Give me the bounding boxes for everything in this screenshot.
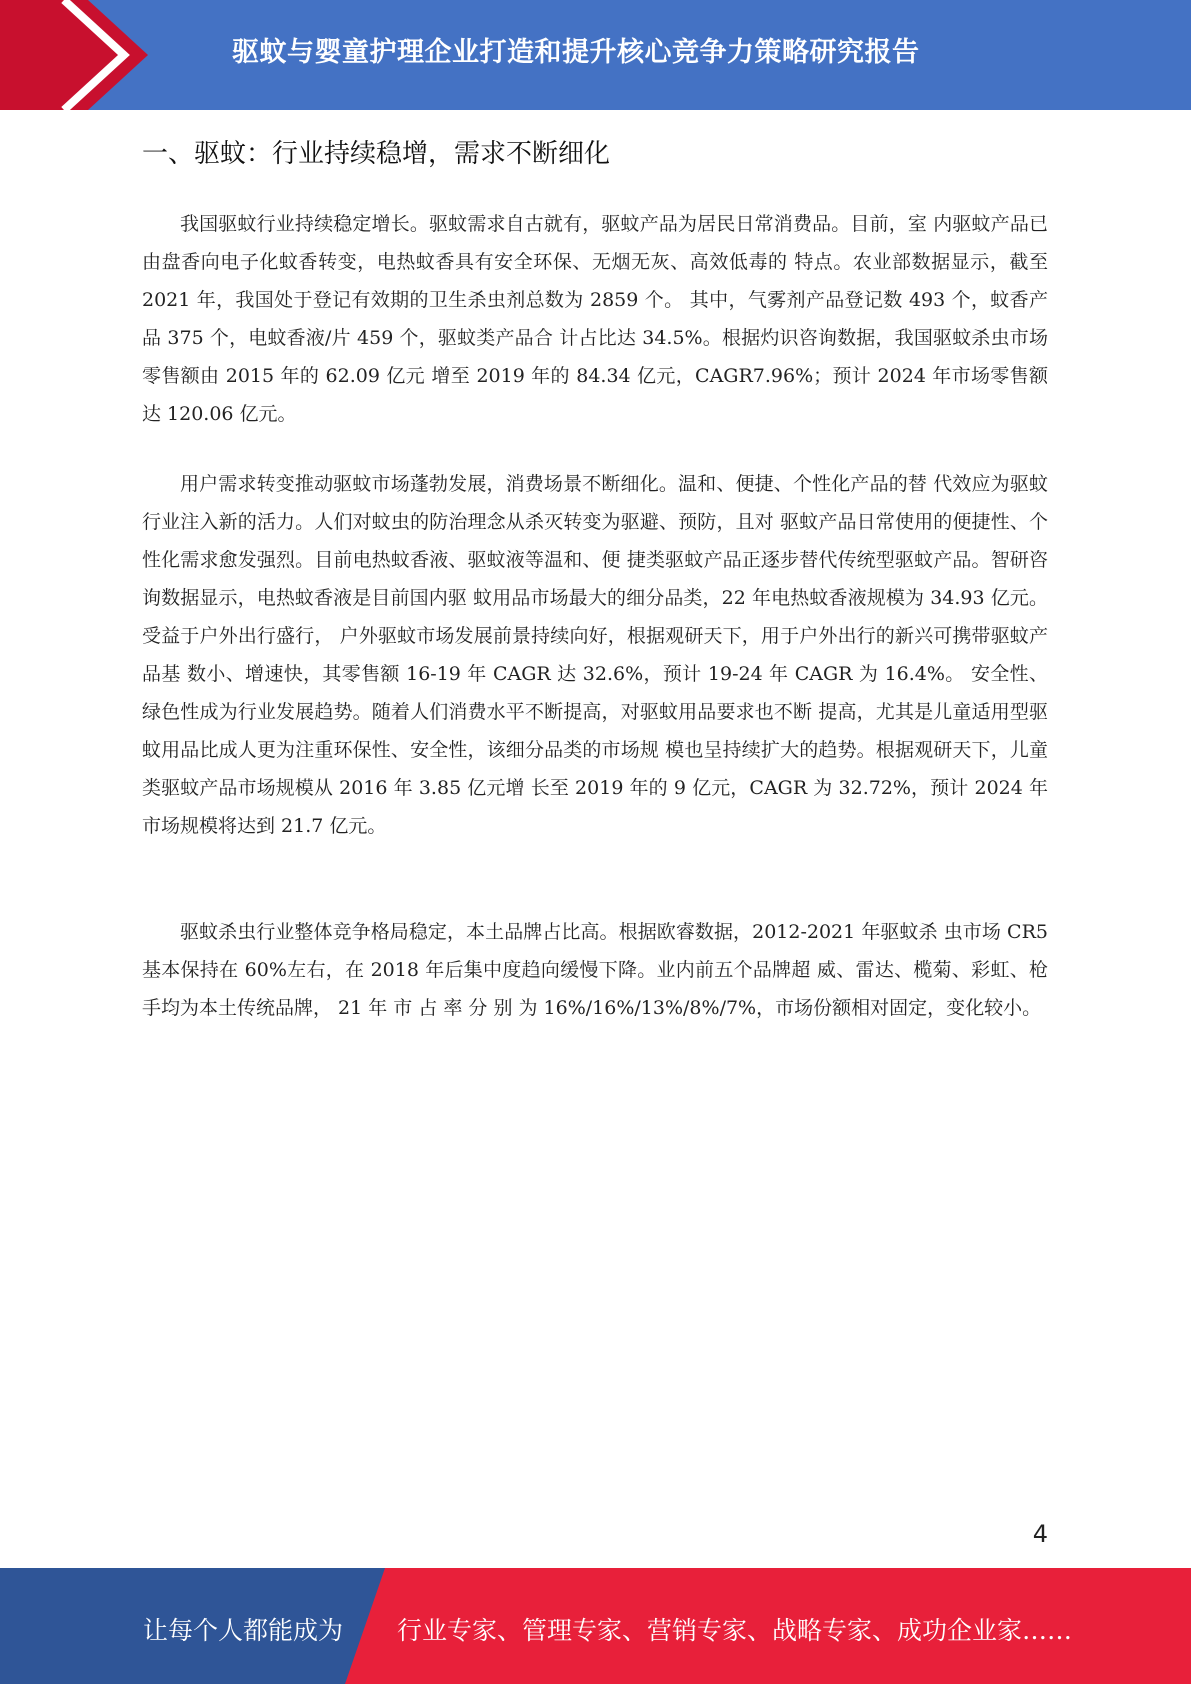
footer-slogan-left: 让每个人都能成为 [143,1616,344,1645]
footer-slogan-right: 行业专家、管理专家、营销专家、战略专家、成功企业家…… [397,1616,1073,1645]
paragraph-3: 驱蚊杀虫行业整体竞争格局稳定，本土品牌占比高。根据欧睿数据，2012-2021 年驱蚊杀 虫市场 CR5 基本保持在 60%左右，在 2018 年后集中度趋向缓慢下降。业内前五个品牌超 威、雷达、榄菊、彩虹、枪手均为本土传统品牌， 21 年 市 占 率 分 别 为 16%/16%/13%/8%/7%，市场份额相对固定，变化较小。 [142,921,1048,1019]
section-heading: 一、驱蚊：行业持续稳增，需求不断细化 [142,139,611,169]
page-number: 4 [1032,1520,1048,1548]
header-chevron-logo [0,0,160,110]
paragraph-1: 我国驱蚊行业持续稳定增长。驱蚊需求自古就有，驱蚊产品为居民日常消费品。目前，室 内驱蚊产品已由盘香向电子化蚊香转变，电热蚊香具有安全环保、无烟无灰、高效低毒的 特点。农业部数据显示，截至 2021 年，我国处于登记有效期的卫生杀虫剂总数为 2859 个。 其中，气雾剂产品登记数 493 个，蚊香产品 375 个，电蚊香液/片 459 个，驱蚊类产品合 计占比达 34.5%。根据灼识咨询数据，我国驱蚊杀虫市场零售额由 2015 年的 62.09 亿元 增至 2019 年的 84.34 亿元，CAGR7.96%；预计 2024 年市场零售额达 120.06 亿元。 [142,213,1048,425]
paragraph-2: 用户需求转变推动驱蚊市场蓬勃发展，消费场景不断细化。温和、便捷、个性化产品的替 代效应为驱蚊行业注入新的活力。人们对蚊虫的防治理念从杀灭转变为驱避、预防，且对 驱蚊产品日常使用的便捷性、个性化需求愈发强烈。目前电热蚊香液、驱蚊液等温和、便 捷类驱蚊产品正逐步替代传统型驱蚊产品。智研咨询数据显示，电热蚊香液是目前国内驱 蚊用品市场最大的细分品类，22 年电热蚊香液规模为 34.93 亿元。受益于户外出行盛行， 户外驱蚊市场发展前景持续向好，根据观研天下，用于户外出行的新兴可携带驱蚊产品基 数小、增速快，其零售额 16-19 年 CAGR 达 32.6%，预计 19-24 年 CAGR 为 16.4%。 安全性、绿色性成为行业发展趋势。随着人们消费水平不断提高，对驱蚊用品要求也不断 提高，尤其是儿童适用型驱蚊用品比成人更为注重环保性、安全性，该细分品类的市场规 模也呈持续扩大的趋势。根据观研天下，儿童类驱蚊产品市场规模从 2016 年 3.85 亿元增 长至 2019 年的 9 亿元，CAGR 为 32.72%，预计 2024 年市场规模将达到 21.7 亿元。 [142,473,1048,837]
report-title: 驱蚊与婴童护理企业打造和提升核心竞争力策略研究报告 [232,37,920,68]
